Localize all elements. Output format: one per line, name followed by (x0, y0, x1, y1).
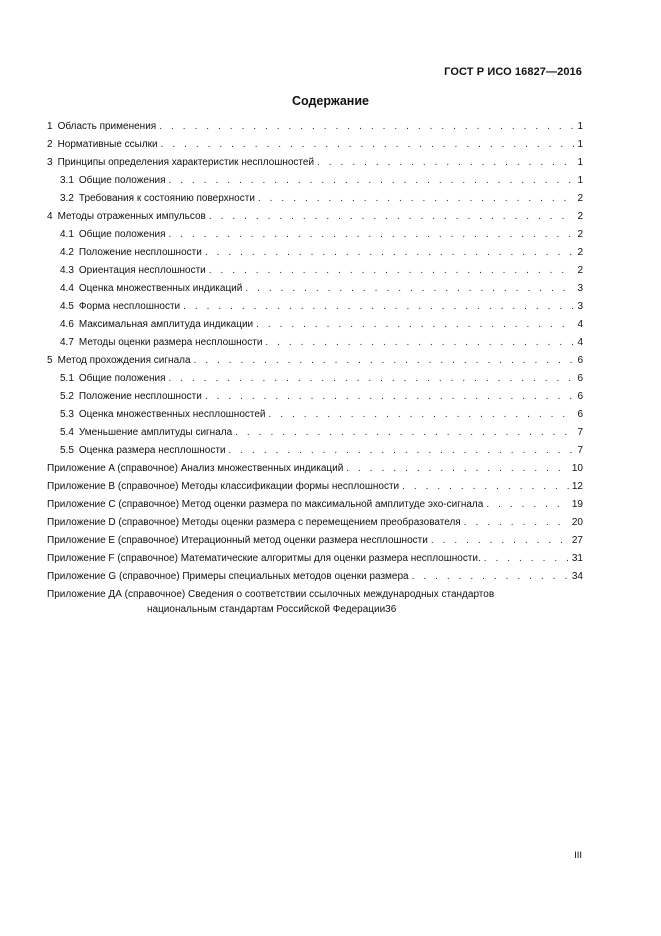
toc-entry-page: 2 (577, 265, 583, 276)
toc-leader-dots (235, 427, 574, 439)
toc-entry-page: 2 (577, 247, 583, 258)
toc-entry-text: Общие положения (78, 373, 166, 384)
toc-entry-page: 4 (577, 319, 583, 330)
toc-entry-text: Приложение E (справочное) Итерационный метод оценки размера несплошности (47, 535, 428, 546)
toc-entry-text: Максимальная амплитуда индикации (78, 319, 254, 330)
toc-leader-dots (484, 553, 569, 565)
page-number: III (574, 850, 582, 861)
toc-entry-label (47, 553, 481, 565)
toc-entry-number: 2 (47, 139, 53, 150)
toc-entry-text: Приложение C (справочное) Метод оценки размера по максимальной амплитуде эхо-сигнала (47, 499, 484, 510)
toc-entry[interactable] (47, 139, 583, 157)
toc-leader-dots (169, 229, 575, 241)
toc-entry-page: 6 (577, 355, 583, 366)
toc-leader-dots (169, 175, 575, 187)
toc-entry-label (47, 571, 409, 583)
toc-leader-dots (245, 283, 574, 295)
toc-entry-number: 4 (47, 211, 53, 222)
toc-entry-page: 2 (577, 229, 583, 240)
toc-entry[interactable] (47, 571, 583, 589)
toc-entry-number: 5.1 (60, 373, 74, 384)
toc-entry-page: 4 (577, 337, 583, 348)
toc-entry-label (60, 373, 166, 385)
toc-entry-text: Положение несплошности (78, 391, 202, 402)
toc-leader-dots (431, 535, 569, 547)
toc-leader-dots (209, 211, 575, 223)
toc-leader-dots (209, 265, 575, 277)
toc-entry-annex-da-line2 (47, 604, 583, 616)
toc-entry-number: 4.7 (60, 337, 74, 348)
toc-entry-text: Методы отраженных импульсов (57, 211, 206, 222)
toc-entry[interactable] (47, 193, 583, 211)
toc-entry-page: 6 (577, 373, 583, 384)
toc-entry-page: 27 (571, 535, 583, 546)
toc-entry-label (60, 445, 226, 457)
toc-leader-dots (194, 355, 575, 367)
toc-entry-page: 2 (577, 211, 583, 222)
toc-entry-label (60, 229, 166, 241)
toc-entry-label (47, 355, 191, 367)
toc-entry-number: 5.5 (60, 445, 74, 456)
toc-leader-dots (402, 481, 569, 493)
table-of-contents (47, 121, 583, 625)
toc-entry-label (47, 211, 206, 223)
toc-entry-label (60, 175, 166, 187)
toc-entry-page: 1 (577, 157, 583, 168)
toc-entry[interactable] (47, 121, 583, 139)
toc-leader-dots (486, 499, 569, 511)
toc-entry-number: 4.1 (60, 229, 74, 240)
toc-entry-text: Ориентация несплошности (78, 265, 206, 276)
toc-entry-text: Приложение B (справочное) Методы классификации формы несплошности (47, 481, 400, 492)
toc-entry-number: 4.4 (60, 283, 74, 294)
toc-entry-page: 10 (571, 463, 583, 474)
toc-entry-page: 1 (577, 139, 583, 150)
toc-entry-label (60, 391, 202, 403)
toc-entry[interactable] (47, 409, 583, 427)
toc-entry-page: 34 (571, 571, 583, 582)
toc-entry-annex-da[interactable] (47, 589, 583, 625)
toc-entry-text: Оценка множественных индикаций (78, 283, 243, 294)
toc-leader-dots (269, 409, 575, 421)
toc-entry-label (47, 121, 156, 133)
toc-entry-page: 1 (577, 121, 583, 132)
toc-entry[interactable] (47, 391, 583, 409)
toc-entry[interactable] (47, 481, 583, 499)
toc-leader-dots (205, 247, 575, 259)
toc-entries (47, 121, 583, 589)
toc-entry[interactable] (47, 247, 583, 265)
toc-leader-dots (205, 391, 575, 403)
toc-entry-annex-da-label: национальным стандартам Российской Федерации (147, 604, 386, 615)
toc-entry-page: 6 (577, 391, 583, 402)
toc-entry-number: 5.3 (60, 409, 74, 420)
toc-entry-number: 3 (47, 157, 53, 168)
toc-entry-page: 7 (577, 445, 583, 456)
toc-entry-label (47, 463, 343, 475)
toc-entry-label (47, 517, 461, 529)
toc-entry-page: 1 (577, 175, 583, 186)
toc-entry[interactable] (47, 319, 583, 337)
toc-entry-number: 4.6 (60, 319, 74, 330)
toc-entry-text: Приложение G (справочное) Примеры специальных методов оценки размера (47, 571, 409, 582)
toc-entry-annex-da-page: 36 (385, 604, 397, 615)
toc-title: Содержание (291, 94, 369, 108)
toc-entry-number: 4.2 (60, 247, 74, 258)
toc-entry-label (60, 265, 206, 277)
toc-entry-label (60, 427, 232, 439)
toc-leader-dots (169, 373, 575, 385)
toc-entry[interactable] (47, 211, 583, 229)
toc-entry[interactable] (47, 283, 583, 301)
toc-entry-label (60, 193, 255, 205)
toc-leader-dots (412, 571, 569, 583)
toc-entry-text: Положение несплошности (78, 247, 202, 258)
toc-entry-text: Приложение F (справочное) Математические алгоритмы для оценки размера несплошности. (47, 553, 481, 564)
toc-entry-label (47, 535, 428, 547)
toc-entry-label (60, 409, 266, 421)
toc-entry[interactable] (47, 337, 583, 355)
toc-entry[interactable] (47, 373, 583, 391)
toc-leader-dots (346, 463, 569, 475)
toc-entry-label (47, 499, 483, 511)
toc-entry-text: Общие положения (78, 175, 166, 186)
toc-entry[interactable] (47, 535, 583, 553)
toc-entry-label (60, 301, 180, 313)
toc-entry-number: 1 (47, 121, 53, 132)
toc-entry-page: 20 (571, 517, 583, 528)
toc-leader-dots (258, 193, 575, 205)
toc-entry[interactable] (47, 229, 583, 247)
toc-entry[interactable] (47, 445, 583, 463)
toc-entry-text: Методы оценки размера несплошности (78, 337, 263, 348)
toc-entry-label (47, 481, 399, 493)
toc-entry-label (60, 337, 262, 349)
toc-entry[interactable] (47, 499, 583, 517)
toc-entry-page: 3 (577, 283, 583, 294)
toc-entry-text: Приложение D (справочное) Методы оценки размера с перемещением преобразователя (47, 517, 461, 528)
toc-leader-dots (161, 139, 575, 151)
toc-entry-text: Требования к состоянию поверхности (78, 193, 255, 204)
toc-entry-label (60, 283, 242, 295)
toc-leader-dots (159, 121, 574, 133)
toc-leader-dots (317, 157, 574, 169)
toc-entry-label (60, 247, 202, 259)
toc-entry-number: 5 (47, 355, 53, 366)
toc-entry-label (47, 157, 314, 169)
toc-entry-page: 3 (577, 301, 583, 312)
document-code: ГОСТ Р ИСО 16827—2016 (444, 66, 582, 78)
toc-entry[interactable] (47, 463, 583, 481)
toc-entry[interactable] (47, 265, 583, 283)
toc-entry-page: 6 (577, 409, 583, 420)
toc-entry-number: 3.1 (60, 175, 74, 186)
toc-leader-dots (265, 337, 574, 349)
toc-entry-label (60, 319, 253, 331)
toc-entry-text: Оценка размера несплошности (78, 445, 226, 456)
toc-entry[interactable] (47, 301, 583, 319)
toc-entry[interactable] (47, 553, 583, 571)
toc-leader-dots (256, 319, 574, 331)
toc-entry-page: 19 (571, 499, 583, 510)
toc-entry[interactable] (47, 517, 583, 535)
toc-entry[interactable] (47, 427, 583, 445)
toc-entry-text: Общие положения (78, 229, 166, 240)
toc-entry-number: 4.3 (60, 265, 74, 276)
toc-entry-text: Приложение A (справочное) Анализ множественных индикаций (47, 463, 344, 474)
toc-entry-page: 12 (571, 481, 583, 492)
toc-entry-text: Уменьшение амплитуды сигнала (78, 427, 233, 438)
toc-entry-number: 5.4 (60, 427, 74, 438)
toc-entry-text: Область применения (57, 121, 157, 132)
toc-leader-dots (229, 445, 575, 457)
toc-entry[interactable] (47, 355, 583, 373)
toc-entry-number: 5.2 (60, 391, 74, 402)
toc-leader-dots (464, 517, 569, 529)
toc-entry-page: 2 (577, 193, 583, 204)
toc-entry-text: Форма несплошности (78, 301, 181, 312)
toc-entry-text: Принципы определения характеристик несплошностей (57, 157, 315, 168)
toc-entry-page: 31 (571, 553, 583, 564)
toc-entry-text: Нормативные ссылки (57, 139, 158, 150)
toc-entry-text: Метод прохождения сигнала (57, 355, 191, 366)
toc-entry-page: 7 (577, 427, 583, 438)
toc-entry-number: 3.2 (60, 193, 74, 204)
toc-entry-number: 4.5 (60, 301, 74, 312)
toc-entry[interactable] (47, 157, 583, 175)
toc-entry-label (47, 139, 158, 151)
toc-entry-annex-da-line1: Приложение ДА (справочное) Сведения о соответствии ссылочных международных стандартов (47, 589, 495, 600)
toc-entry[interactable] (47, 175, 583, 193)
toc-leader-dots (183, 301, 574, 313)
toc-entry-text: Оценка множественных несплошностей (78, 409, 266, 420)
